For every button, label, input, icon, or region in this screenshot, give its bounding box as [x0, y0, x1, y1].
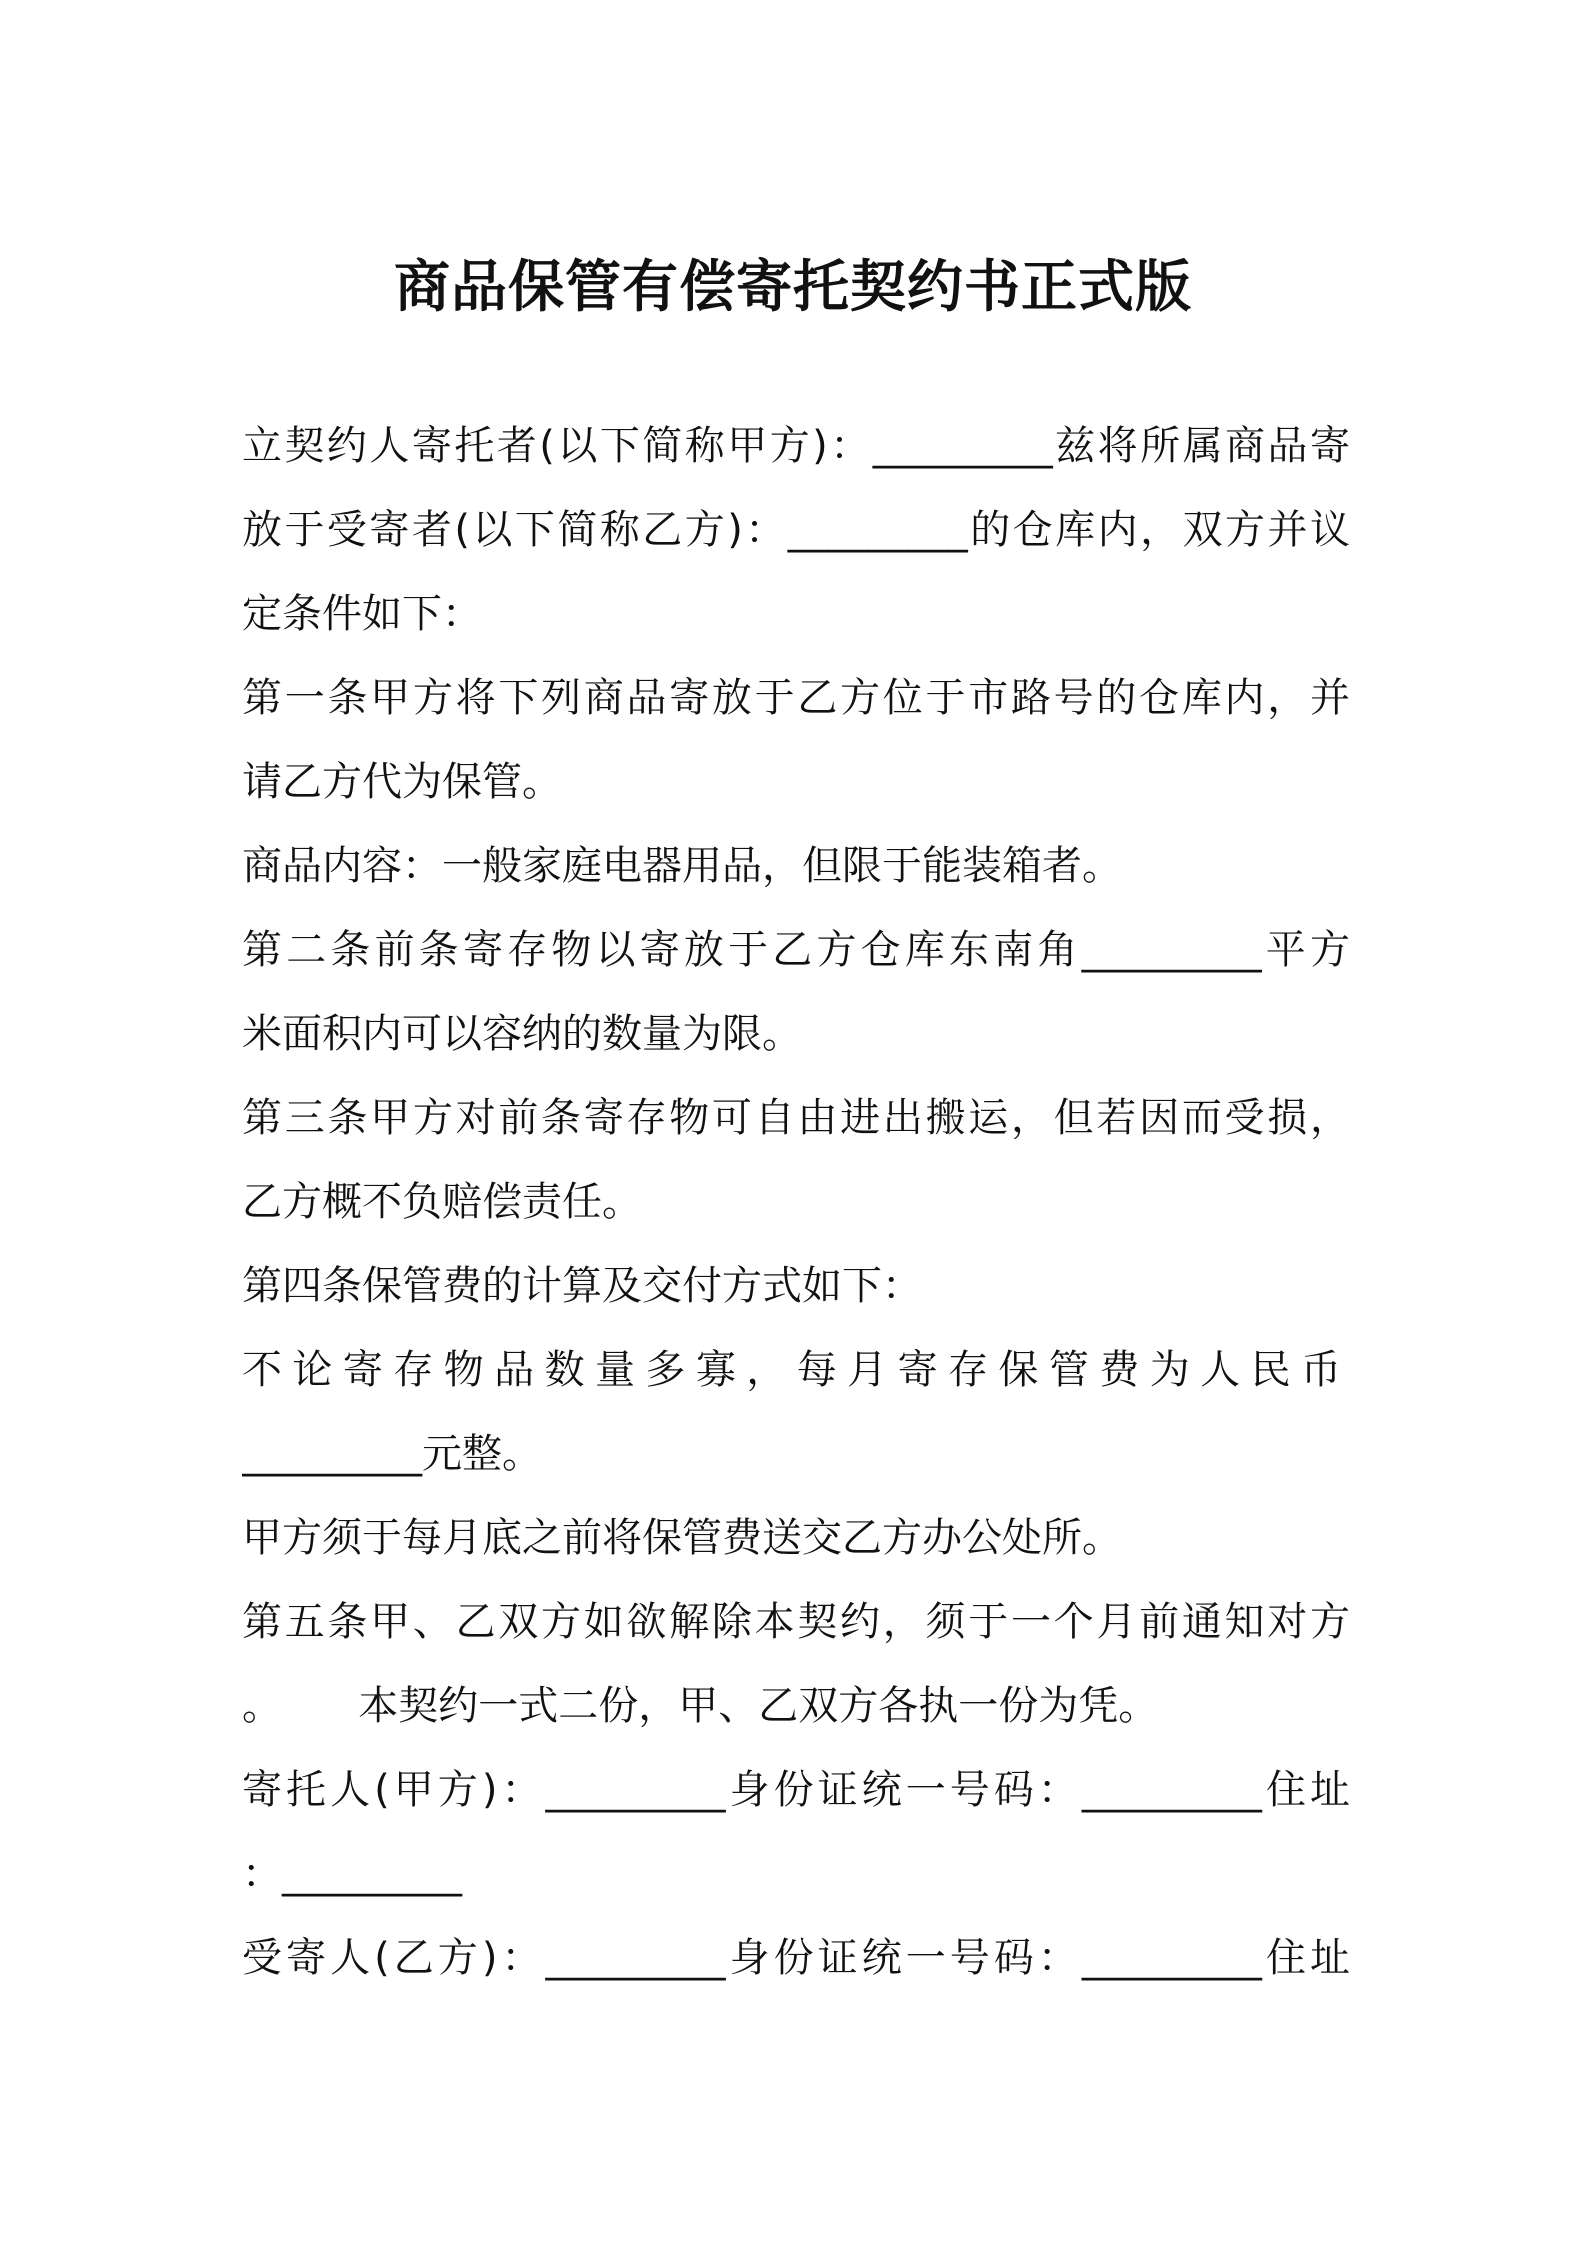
paragraph-line: 第一条甲方将下列商品寄放于乙方位于市路号的仓库内，并	[242, 675, 1350, 721]
paragraph-line: 商品内容：一般家庭电器用品，但限于能装箱者。	[242, 843, 1122, 889]
address-line-party-a: ：_________	[242, 1851, 462, 1897]
signature-line-party-b: 受寄人(乙方)：_________身份证统一号码：_________住址	[242, 1935, 1350, 1981]
paragraph-line: 米面积内可以容纳的数量为限。	[242, 1011, 802, 1057]
paragraph-line: 第四条保管费的计算及交付方式如下：	[242, 1263, 922, 1309]
paragraph-line: 第三条甲方对前条寄存物可自由进出搬运，但若因而受损，	[242, 1095, 1350, 1141]
paragraph-line: 定条件如下：	[242, 591, 482, 637]
paragraph-line: 甲方须于每月底之前将保管费送交乙方办公处所。	[242, 1515, 1122, 1561]
paragraph-line: 立契约人寄托者(以下简称甲方)：_________兹将所属商品寄	[242, 423, 1350, 469]
document-title: 商品保管有偿寄托契约书正式版	[394, 255, 1192, 320]
paragraph-line: 放于受寄者(以下简称乙方)：_________的仓库内，双方并议	[242, 507, 1350, 553]
paragraph-line: 请乙方代为保管。	[242, 759, 562, 805]
paragraph-line: 第五条甲、乙双方如欲解除本契约，须于一个月前通知对方	[242, 1599, 1350, 1645]
paragraph-line: 第二条前条寄存物以寄放于乙方仓库东南角_________平方	[242, 927, 1350, 973]
paragraph-line: 乙方概不负赔偿责任。	[242, 1179, 642, 1225]
signature-line-party-a: 寄托人(甲方)：_________身份证统一号码：_________住址	[242, 1767, 1350, 1813]
paragraph-line: _________元整。	[242, 1431, 542, 1477]
paragraph-line: 不论寄存物品数量多寡，每月寄存保管费为人民币	[242, 1347, 1350, 1393]
paragraph-line: 。 本契约一式二份，甲、乙双方各执一份为凭。	[242, 1683, 1159, 1729]
document-body	[242, 404, 1350, 2000]
